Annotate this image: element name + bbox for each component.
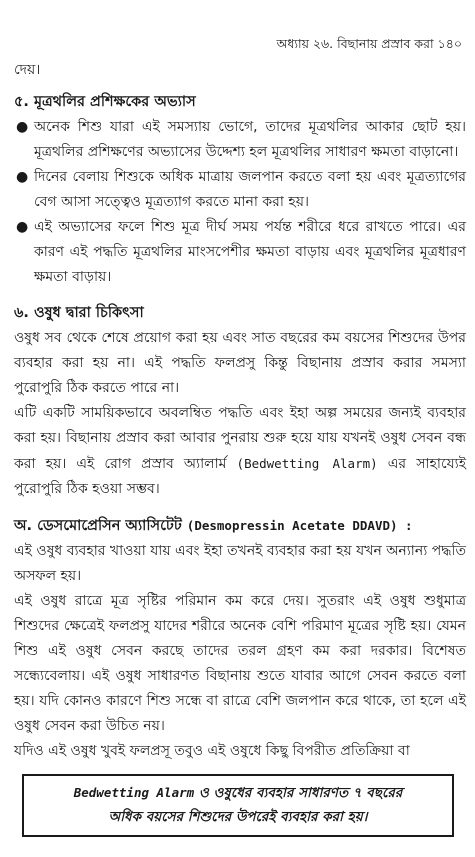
- paragraph-text: এর সাহায্যেই পুরোপুরি ঠিক হওয়া সম্ভব।: [14, 456, 466, 497]
- subsection-heading-bn: অ. ডেসমোপ্রেসিন অ্যাসিটেট: [14, 518, 182, 534]
- section-heading-bladder-training: ৫. মূত্রথলির প্রশিক্ষকের অভ্যাস: [14, 94, 196, 110]
- bullet-icon: ●: [16, 169, 29, 185]
- running-head: অধ্যায় ২৬. বিছানায় প্রস্রাব করা ১৪০: [276, 36, 462, 51]
- list-item: [14, 165, 466, 215]
- desmopressin-paragraph-2: এই ওষুধ রাত্রে মূত্র সৃষ্টির পরিমান কম করে দেয়। সুতরাং এই ওষুধ শুধুমাত্র শিশুদের ক্ষেত্রেই ফলপ্রসু যাদের শরীরে অনেক বেশি পরিমাণ মূত্রের সৃষ্টি হয়। যেমন শিশু এই ওষুধ সেবন করছে তাদের তরল গ্রহণ কম করা দরকার। বিশেষত সন্ধ্যেবেলায়। এই ওষুধ সাধারণত বিছানায় শুতে যাবার আগে সেবন করতে বলা হয়। যদি কোনও কারণে শিশু সন্ধে বা রাত্রে বেশি জলপান করে থাকে, তা হলে এই ওষুধ সেবন করা উচিত নয়।: [14, 593, 466, 734]
- note-line-2: অধিক বয়সের শিশুদের উপরেই ব্যবহার করা হয়।: [108, 809, 368, 825]
- desmopressin-paragraph-3: যদিও এই ওষুধ খুবই ফলপ্রসূ তবুও এই ওষুধে কিছু বিপরীত প্রতিক্রিয়া বা: [14, 743, 410, 759]
- list-item: [14, 215, 466, 290]
- bladder-training-list: [14, 115, 466, 290]
- subsection-heading-latin: (Desmopressin Acetate DDAVD) :: [186, 518, 413, 533]
- bullet-icon: ●: [16, 219, 29, 235]
- book-page: [14, 0, 466, 837]
- carryover-text: দেয়।: [14, 62, 41, 78]
- list-item-text: অনেক শিশু যারা এই সমস্যায় ভোগে, তাদের মূত্রথলির আকার ছোট হয়। মূত্রথলির প্রশিক্ষণের অভ্যাসের উদ্দেশ্য হল মূত্রথলির সাধারণ ক্ষমতা বাড়ানো।: [34, 119, 466, 160]
- note-box: [22, 774, 454, 837]
- section-heading-medication: ৬. ওষুধ দ্বারা চিকিৎসা: [14, 305, 144, 321]
- paragraph-text: এটি একটি সাময়িকভাবে অবলম্বিত পদ্ধতি এবং ইহা অল্প সময়ের জন্যই ব্যবহার করা হয়। বিছানায় প্রস্রাব করা আবার পুনরায় শুরু হয়ে যায় যখনই ওষুধ সেবন বন্ধ করা হয়। এই রোগ প্রস্রাব অ্যালার্ম: [14, 405, 466, 472]
- subsection-heading-desmopressin: [14, 513, 466, 539]
- note-line-1: [30, 781, 446, 805]
- desmopressin-paragraph-1: এই ওষুধ ব্যবহার খাওয়া যায় এবং ইহা তখনই ব্যবহার করা হয় যখন অন্যান্য পদ্ধতি অসফল হয়।: [14, 543, 466, 584]
- medication-paragraph-1: ওষুধ সব থেকে শেষে প্রয়োগ করা হয় এবং সাত বছরের কম বয়সের শিশুদের উপর ব্যবহার করা হয় না। এই পদ্ধতি ফলপ্রসু কিন্তু বিছানায় প্রস্রাব করার সমস্যা পুরোপুরি ঠিক করতে পারে না।: [14, 330, 466, 396]
- list-item-text: এই অভ্যাসের ফলে শিশু মূত্র দীর্ঘ সময় পর্যন্ত শরীরে ধরে রাখতে পারে। এর কারণ এই পদ্ধতি মূত্রথলির মাংসপেশীর ক্ষমতা বাড়ায় এবং মূত্রথলির মূত্রধারণ ক্ষমতা বাড়ায়।: [34, 219, 466, 285]
- note-latin-term: Bedwetting Alarm: [73, 785, 195, 800]
- bedwetting-alarm-term: (Bedwetting Alarm): [236, 456, 378, 471]
- list-item: [14, 115, 466, 165]
- medication-paragraph-2: [14, 401, 466, 502]
- bullet-icon: ●: [16, 119, 29, 135]
- list-item-text: দিনের বেলায় শিশুকে অধিক মাত্রায় জলপান করতে বলা হয় এবং মূত্রত্যাগের বেগ আসা সত্ত্বেও মূত্রত্যাগ করতে মানা করা হয়।: [34, 169, 466, 210]
- note-text: ও ওষুধের ব্যবহার সাধারণত ৭ বছরের: [198, 785, 403, 801]
